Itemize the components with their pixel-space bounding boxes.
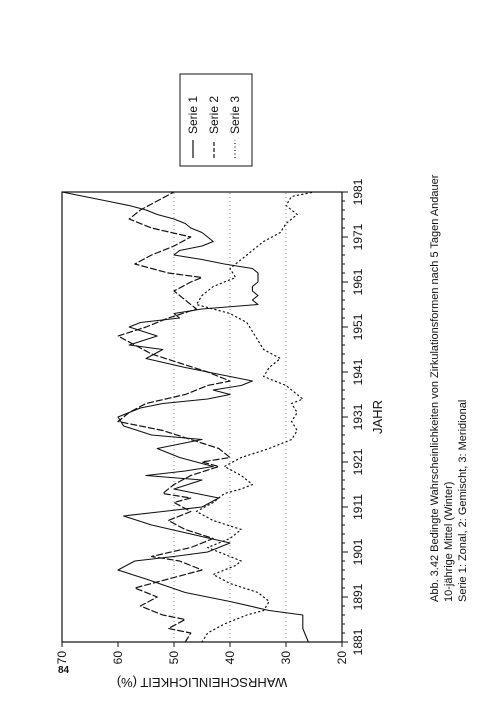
caption-subtitle: 10-jährige Mittel (Winter) — [443, 481, 455, 602]
x-axis-title: JAHR — [370, 400, 385, 434]
legend-label-2: Serie 2 — [207, 95, 221, 134]
x-tick-label: 1981 — [351, 178, 365, 206]
y-tick-label: 60 — [111, 651, 125, 665]
x-tick-label: 1961 — [351, 268, 365, 296]
caption-title: Abb. 3.42 Bedingte Wahrscheinlichkeiten von Zirkulationsformen nach 5 Tagen Andauer — [429, 174, 441, 602]
caption-series-key: Serie 1: Zonal, 2: Gemischt, 3: Meridional — [457, 399, 469, 602]
grid-layer — [174, 192, 286, 642]
y-axis — [55, 642, 349, 664]
x-tick-label: 1931 — [351, 403, 365, 431]
x-tick-label: 1921 — [351, 448, 365, 476]
x-tick-label: 1971 — [351, 223, 365, 251]
chart-rotated-group — [55, 74, 469, 690]
x-tick-label: 1891 — [351, 583, 365, 611]
y-tick-label: 70 — [55, 651, 69, 665]
legend — [180, 74, 252, 166]
series-line-3 — [196, 192, 314, 642]
x-tick-label: 1881 — [351, 628, 365, 656]
x-tick-label: 1941 — [351, 358, 365, 386]
x-tick-label: 1951 — [351, 313, 365, 341]
y-axis-title: WAHRSCHEINLICHKEIT (%) — [116, 675, 288, 690]
page-number: 84 — [58, 665, 70, 676]
x-axis — [342, 178, 365, 655]
y-tick-label: 30 — [279, 651, 293, 665]
legend-label-1: Serie 1 — [186, 95, 200, 134]
x-tick-label: 1901 — [351, 538, 365, 566]
y-tick-label: 20 — [335, 651, 349, 665]
x-tick-label: 1911 — [351, 494, 365, 520]
series-layer — [62, 192, 314, 642]
legend-label-3: Serie 3 — [228, 95, 242, 134]
y-tick-label: 50 — [167, 651, 181, 665]
y-tick-label: 40 — [223, 651, 237, 665]
